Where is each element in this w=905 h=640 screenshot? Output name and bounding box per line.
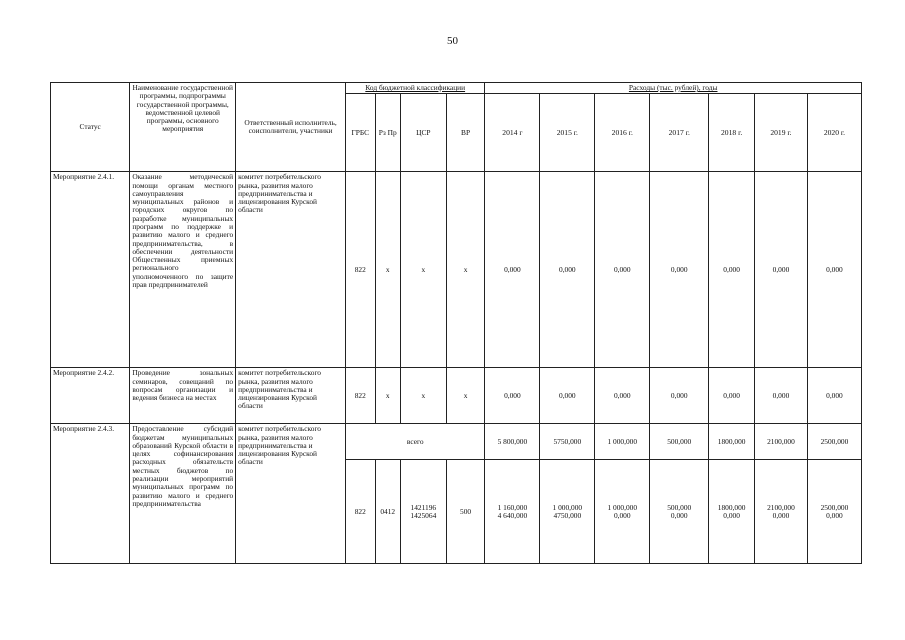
- row-value-2016: 0,000: [595, 368, 650, 424]
- row-value-2016: [595, 460, 650, 564]
- row-value-2020: 0,000: [807, 172, 861, 368]
- row-total-2016: 1 000,000: [595, 424, 650, 460]
- row-value-2015: [540, 460, 595, 564]
- header-year-2015: 2015 г.: [540, 94, 595, 172]
- row-status: Мероприятие 2.4.3.: [51, 424, 130, 564]
- value-line-2: 4 640,000: [497, 510, 528, 520]
- row-value-2018: 0,000: [709, 368, 755, 424]
- row-name: Проведение зональных семинаров, совещаний по вопросам организации и ведения бизнеса на местах: [130, 368, 236, 424]
- header-year-2020: 2020 г.: [807, 94, 861, 172]
- row-value-2020: 0,000: [807, 368, 861, 424]
- row-value-2019: 0,000: [755, 368, 808, 424]
- header-rzpr: Рз Пр: [375, 94, 400, 172]
- row-vr: x: [446, 368, 485, 424]
- header-year-2019: 2019 г.: [755, 94, 808, 172]
- header-vr: ВР: [446, 94, 485, 172]
- table-row: [51, 172, 862, 368]
- table-row: [51, 368, 862, 424]
- row-csr: x: [400, 368, 446, 424]
- row-responsible: комитет потребительского рынка, развития малого предпринимательства и лицензирования Курской области: [236, 172, 346, 368]
- header-csr: ЦСР: [400, 94, 446, 172]
- row-value-2014: [485, 460, 540, 564]
- row-total-2017: 500,000: [650, 424, 709, 460]
- value-line-1: 2100,000: [767, 502, 795, 512]
- row-total-2015: 5750,000: [540, 424, 595, 460]
- row-rzpr: x: [375, 172, 400, 368]
- header-status: Статус: [51, 83, 130, 172]
- value-line-1: 1 000,000: [552, 502, 583, 512]
- header-grbs: ГРБС: [346, 94, 376, 172]
- row-status: Мероприятие 2.4.2.: [51, 368, 130, 424]
- csr-line-2: 1425064: [410, 510, 437, 520]
- row-responsible: комитет потребительского рынка, развития малого предпринимательства и лицензирования Курской области: [236, 424, 346, 564]
- row-value-2017: [650, 460, 709, 564]
- header-responsible: Ответственный исполнитель, соисполнители, участники: [236, 83, 346, 172]
- value-line-1: 1 160,000: [497, 502, 528, 512]
- row-vr: x: [446, 172, 485, 368]
- row-rzpr: 0412: [375, 460, 400, 564]
- row-rzpr: x: [375, 368, 400, 424]
- row-value-2019: [755, 460, 808, 564]
- row-value-2017: 0,000: [650, 172, 709, 368]
- row-total-2018: 1800,000: [709, 424, 755, 460]
- page-number: 50: [447, 35, 458, 47]
- header-program-name: Наименование государственной программы, подпрограммы государственной программы, ведомственной целевой программы, основного мероприятия: [130, 83, 236, 172]
- value-line-2: 0,000: [670, 510, 688, 520]
- value-line-2: 0,000: [723, 510, 740, 520]
- value-line-1: 1 000,000: [607, 502, 638, 512]
- row-value-2015: 0,000: [540, 368, 595, 424]
- row-total-2020: 2500,000: [807, 424, 861, 460]
- value-line-1: 2500,000: [820, 502, 849, 512]
- row-value-2015: 0,000: [540, 172, 595, 368]
- row-value-2018: 0,000: [709, 172, 755, 368]
- row-grbs: 822: [346, 368, 376, 424]
- row-total-label: всего: [346, 424, 485, 460]
- row-grbs: 822: [346, 460, 376, 564]
- value-line-1: 1800,000: [717, 502, 746, 512]
- row-value-2014: 0,000: [485, 368, 540, 424]
- row-value-2020: [807, 460, 861, 564]
- budget-table: [50, 82, 862, 564]
- row-responsible: комитет потребительского рынка, развития малого предпринимательства и лицензирования Курской области: [236, 368, 346, 424]
- row-csr: [400, 460, 446, 564]
- row-total-2019: 2100,000: [755, 424, 808, 460]
- row-csr: x: [400, 172, 446, 368]
- header-year-2018: 2018 г.: [709, 94, 755, 172]
- value-line-2: 4750,000: [553, 510, 582, 520]
- row-name: Оказание методической помощи органам местного самоуправления муниципальных районов и городских округов по разработке муниципальных программ по поддержке и развитию малого и среднего предпринимательства, в обеспечении деятельности Общественных приемных регионального уполномоченного по защите прав предпринимателей: [130, 172, 236, 368]
- row-total-2014: 5 800,000: [485, 424, 540, 460]
- row-value-2014: 0,000: [485, 172, 540, 368]
- row-value-2019: 0,000: [755, 172, 808, 368]
- row-value-2016: 0,000: [595, 172, 650, 368]
- value-line-1: 500,000: [667, 502, 692, 512]
- value-line-2: 0,000: [826, 510, 843, 520]
- row-status: Мероприятие 2.4.1.: [51, 172, 130, 368]
- csr-line-1: 1421196: [410, 502, 437, 512]
- row-value-2017: 0,000: [650, 368, 709, 424]
- header-year-2014: 2014 г: [485, 94, 540, 172]
- row-name: Предоставление субсидий бюджетам муниципальных образований Курской области в целях софинансирования расходных обязательств местных бюджетов по реализации мероприятий муниципальных программ по развитию малого и среднего предпринимательства: [130, 424, 236, 564]
- header-year-2016: 2016 г.: [595, 94, 650, 172]
- header-year-2017: 2017 г.: [650, 94, 709, 172]
- row-value-2018: [709, 460, 755, 564]
- row-vr: 500: [446, 460, 485, 564]
- table-row: [51, 424, 862, 460]
- value-line-2: 0,000: [772, 510, 790, 520]
- header-expenses-group: Расходы (тыс. рублей), годы: [485, 83, 862, 94]
- value-line-2: 0,000: [613, 510, 631, 520]
- row-grbs: 822: [346, 172, 376, 368]
- header-budget-code-group: Код бюджетной классификации: [346, 83, 485, 94]
